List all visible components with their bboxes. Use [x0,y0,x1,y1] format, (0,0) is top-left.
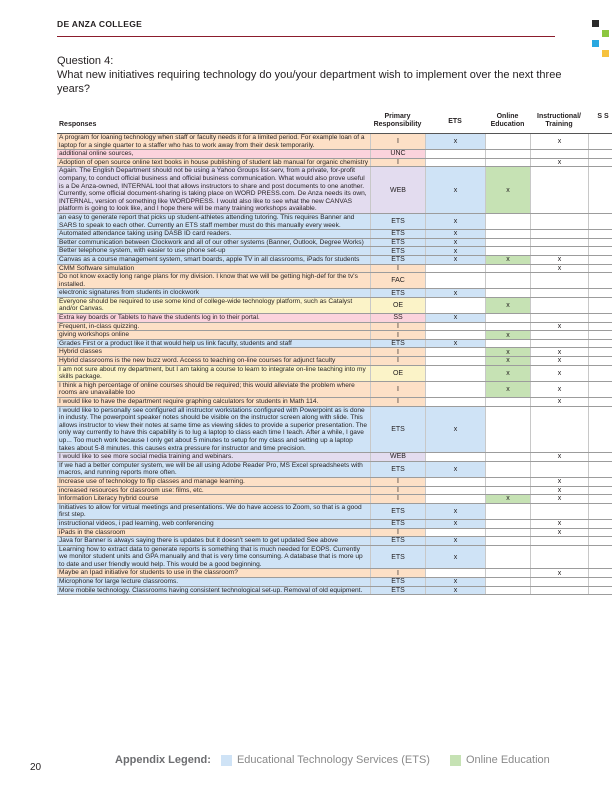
online-education-cell [485,478,530,486]
cut-off-cell [588,569,612,577]
ets-cell [425,478,485,486]
ets-cell [425,569,485,577]
header-ets: ETS [448,118,462,125]
instructional-training-cell [530,578,588,586]
instructional-training-cell [530,546,588,569]
table-row [57,478,612,487]
table-row [57,520,612,529]
table-row [57,382,612,398]
table-row [57,314,612,323]
cut-off-cell [588,398,612,406]
cut-off-cell [588,478,612,486]
response-text: Adoption of open source online text books in house publishing of student lab manual for organic chemistry [59,158,368,166]
instructional-training-cell [530,407,588,453]
cut-off-cell [588,382,612,397]
question-block [57,54,577,96]
online-education-cell [485,398,530,406]
ets-cell [425,323,485,331]
table-row [57,487,612,496]
primary-responsibility-cell: ETS [370,340,425,348]
header-responses: Responses [59,121,97,128]
table-row [57,214,612,230]
instructional-training-cell [530,214,588,229]
instructional-training-cell [530,587,588,595]
response-text: Learning how to extract data to generate reports is something that is much needed for EOPS. Currently we monitor student units and GPA manually and that is very time consuming. A database that is more up to date and user friendly would help. This would be a good beginning. [57,546,370,569]
ets-cell [425,529,485,537]
response-text: Again. The English Department should not be using a Yahoo Groups list-serv, from a private, for-profit company, to conduct official business and official business communication. What would also prove useful is a De Anza-owned, INTERNAL tool that allows instructors to share and post documents to one another. Currently, some official document-sharing is taking place on WORD PRESS.com. De Anza needs its own, INTERNAL, version of something like WORDPRESS. I would also like to see what the new CANVAS platform is going to look like, and I hope there will be many training workshops available. [57,167,370,213]
table-row [57,546,612,570]
table-row [57,298,612,314]
table-row [57,348,612,357]
instructional-training-cell [530,273,588,288]
online-education-cell: x [485,256,530,264]
response-text: instructional videos, i pad learning, web conferencing [57,520,370,528]
response-text: Frequent, in-class quizzing. [57,323,370,331]
table-row [57,569,612,578]
response-text: giving workshops online [57,331,370,339]
ets-cell: x [425,462,485,477]
primary-responsibility-cell: ETS [370,462,425,477]
table-row [57,340,612,349]
response-text: Hybrid classrooms is the new buzz word. Access to teaching on-line courses for adjunct faculty [57,357,370,365]
instructional-training-cell: x [530,478,588,486]
cut-off-cell [588,159,612,167]
table-row [57,529,612,538]
table-row [57,239,612,248]
square-dark [592,20,599,27]
primary-responsibility-cell: I [370,265,425,273]
primary-responsibility-cell: WEB [370,453,425,461]
online-education-cell [485,407,530,453]
cut-off-cell [588,331,612,339]
question-text: What new initiatives requiring technology do you/your department wish to implement over the next three years? [57,69,562,95]
table-header [57,113,612,133]
table-body [57,134,612,595]
ets-cell: x [425,407,485,453]
ets-cell [425,453,485,461]
ets-cell: x [425,314,485,322]
response-text: I would like to see more social media training and webinars. [57,453,370,461]
primary-responsibility-cell: ETS [370,578,425,586]
table-row [57,273,612,289]
cut-off-cell [588,453,612,461]
response-text: Hybrid classes [57,348,370,356]
online-education-cell [485,569,530,577]
online-education-cell [485,314,530,322]
ets-cell [425,495,485,503]
cut-off-cell [588,529,612,537]
primary-responsibility-cell: ETS [370,247,425,255]
cut-off-cell [588,462,612,477]
instructional-training-cell: x [530,159,588,167]
square-yellow [602,50,609,57]
instructional-training-cell: x [530,453,588,461]
table-row [57,407,612,454]
question-label: Question 4: [57,55,114,67]
online-education-cell [485,578,530,586]
online-education-cell [485,134,530,149]
table-row [57,578,612,587]
online-education-cell: x [485,495,530,503]
cut-off-cell [588,495,612,503]
square-green [602,30,609,37]
instructional-training-cell: x [530,398,588,406]
table-row [57,398,612,407]
instructional-training-cell [530,167,588,213]
response-text: additional online sources, [57,150,370,158]
response-text: iPads in the classroom [57,529,370,537]
table-row [57,504,612,520]
ets-cell [425,348,485,356]
online-education-cell [485,487,530,495]
ets-cell [425,273,485,288]
instructional-training-cell: x [530,569,588,577]
instructional-training-cell [530,239,588,247]
square-blue [592,40,599,47]
online-education-cell: x [485,366,530,381]
ets-cell: x [425,587,485,595]
response-text: I would like to have the department require graphing calculators for students in Math 114. [57,398,370,406]
online-education-cell [485,520,530,528]
responses-table [57,113,612,595]
instructional-training-cell: x [530,357,588,365]
ets-cell: x [425,247,485,255]
primary-responsibility-cell: I [370,159,425,167]
instructional-training-cell: x [530,256,588,264]
online-education-cell [485,289,530,297]
legend-online-swatch [450,755,461,766]
instructional-training-cell: x [530,366,588,381]
cut-off-cell [588,298,612,313]
online-education-cell [485,239,530,247]
online-education-cell: x [485,167,530,213]
response-text: Better communication between Clockwork and all of our other systems (Banner, Outlook, Degree Works) [57,239,370,247]
primary-responsibility-cell: I [370,487,425,495]
online-education-cell [485,159,530,167]
response-text: If we had a better computer system, we will be all using Adobe Reader Pro, MS Excel spreadsheets with macros, and running reports more often. [57,462,370,477]
primary-responsibility-cell: I [370,478,425,486]
primary-responsibility-cell: I [370,495,425,503]
response-text: A program for loaning technology when staff or faculty needs it for a limited period. For example loan of a laptop for a single quarter to a staffer who has to work away from their desk temporarily. [57,134,370,149]
instructional-training-cell: x [530,529,588,537]
instructional-training-cell [530,537,588,545]
header-cut-column: S S [597,113,609,120]
cut-off-cell [588,247,612,255]
online-education-cell: x [485,331,530,339]
table-row [57,167,612,214]
college-name: DE ANZA COLLEGE [57,19,143,29]
online-education-cell [485,587,530,595]
primary-responsibility-cell: ETS [370,230,425,238]
primary-responsibility-cell: OE [370,298,425,313]
ets-cell [425,150,485,158]
table-row [57,289,612,298]
table-row [57,247,612,256]
table-row [57,366,612,382]
primary-responsibility-cell: ETS [370,289,425,297]
response-text: Microphone for large lecture classrooms. [57,578,370,586]
cut-off-cell [588,537,612,545]
cut-off-cell [588,520,612,528]
primary-responsibility-cell: ETS [370,239,425,247]
online-education-cell [485,323,530,331]
cut-off-cell [588,407,612,453]
primary-responsibility-cell: ETS [370,256,425,264]
header-online: Online Education [490,113,525,128]
primary-responsibility-cell: I [370,569,425,577]
ets-cell: x [425,289,485,297]
online-education-cell [485,273,530,288]
table-row [57,159,612,168]
primary-responsibility-cell: ETS [370,214,425,229]
ets-cell [425,487,485,495]
primary-responsibility-cell: I [370,348,425,356]
legend-ets-label: Educational Technology Services (ETS) [236,754,430,766]
table-row [57,453,612,462]
online-education-cell [485,504,530,519]
instructional-training-cell: x [530,265,588,273]
ets-cell: x [425,230,485,238]
ets-cell [425,298,485,313]
ets-cell [425,265,485,273]
online-education-cell: x [485,348,530,356]
instructional-training-cell [530,230,588,238]
table-row [57,256,612,265]
cut-off-cell [588,239,612,247]
ets-cell: x [425,167,485,213]
legend-ets [221,754,430,766]
header-primary: Primary Responsibility [373,113,422,128]
instructional-training-cell: x [530,348,588,356]
ets-cell: x [425,578,485,586]
online-education-cell [485,247,530,255]
legend-title: Appendix Legend: [115,754,211,766]
ets-cell [425,382,485,397]
legend-online-label: Online Education [465,754,550,766]
response-text: Increase use of technology to flip classes and manage learning. [57,478,370,486]
online-education-cell [485,230,530,238]
primary-responsibility-cell: I [370,529,425,537]
response-text: Canvas as a course management system, smart boards, apple TV in all classrooms, iPads for students [57,256,370,264]
cut-off-cell [588,214,612,229]
response-text: increased resources for classroom use: films, etc. [57,487,370,495]
cut-off-cell [588,578,612,586]
table-row [57,331,612,340]
primary-responsibility-cell: ETS [370,587,425,595]
instructional-training-cell: x [530,495,588,503]
primary-responsibility-cell: OE [370,366,425,381]
ets-cell [425,159,485,167]
instructional-training-cell [530,314,588,322]
cut-off-cell [588,546,612,569]
response-text: Everyone should be required to use some kind of college-wide technology platform, such as Catalyst and/or Canvas. [57,298,370,313]
online-education-cell [485,340,530,348]
ets-cell: x [425,546,485,569]
primary-responsibility-cell: ETS [370,546,425,569]
online-education-cell: x [485,382,530,397]
primary-responsibility-cell: WEB [370,167,425,213]
response-text: I think a high percentage of online courses should be required; this would alleviate the problem where rooms are unavailable too [57,382,370,397]
instructional-training-cell: x [530,520,588,528]
response-text: CMM Software simulation [57,265,370,273]
cut-off-cell [588,150,612,158]
instructional-training-cell: x [530,487,588,495]
cut-off-cell [588,504,612,519]
cut-off-cell [588,366,612,381]
instructional-training-cell: x [530,134,588,149]
instructional-training-cell [530,504,588,519]
instructional-training-cell [530,298,588,313]
response-text: Do not know exactly long range plans for my division. I know that we will be getting high-def for the tv's installed. [57,273,370,288]
ets-cell: x [425,239,485,247]
instructional-training-cell [530,340,588,348]
cut-off-cell [588,314,612,322]
online-education-cell: x [485,298,530,313]
online-education-cell [485,265,530,273]
online-education-cell [485,546,530,569]
response-text: Initiatives to allow for virtual meetings and presentations. We do have access to Zoom, so that is a good first step. [57,504,370,519]
instructional-training-cell: x [530,323,588,331]
ets-cell: x [425,520,485,528]
cut-off-cell [588,167,612,213]
ets-cell [425,331,485,339]
primary-responsibility-cell: ETS [370,520,425,528]
cut-off-cell [588,357,612,365]
appendix-legend [115,754,570,766]
online-education-cell [485,214,530,229]
online-education-cell [485,150,530,158]
cut-off-cell [588,587,612,595]
ets-cell: x [425,340,485,348]
response-text: More mobile technology. Classrooms having consistent technological set-up. Removal of old equipment. [57,587,370,595]
cut-off-cell [588,256,612,264]
table-row [57,357,612,366]
online-education-cell [485,462,530,477]
table-row [57,462,612,478]
response-text: Better telephone system, with easier to use phone set-up [57,247,370,255]
primary-responsibility-cell: FAC [370,273,425,288]
primary-responsibility-cell: ETS [370,504,425,519]
primary-responsibility-cell: I [370,382,425,397]
instructional-training-cell [530,331,588,339]
decorative-squares [590,20,612,60]
cut-off-cell [588,348,612,356]
primary-responsibility-cell: I [370,323,425,331]
header-rule [57,36,555,37]
cut-off-cell [588,265,612,273]
cut-off-cell [588,230,612,238]
response-text: Grades First or a product like it that would help us link faculty, students and staff [57,340,370,348]
online-education-cell: x [485,357,530,365]
cut-off-cell [588,134,612,149]
table-row [57,537,612,546]
table-row [57,265,612,274]
cut-off-cell [588,340,612,348]
ets-cell: x [425,504,485,519]
cut-off-cell [588,487,612,495]
table-row [57,134,612,150]
online-education-cell [485,537,530,545]
table-row [57,587,612,596]
instructional-training-cell: x [530,382,588,397]
legend-ets-swatch [221,755,232,766]
ets-cell [425,398,485,406]
primary-responsibility-cell: SS [370,314,425,322]
instructional-training-cell [530,462,588,477]
table-row [57,230,612,239]
ets-cell: x [425,256,485,264]
response-text: Java for Banner is always saying there is updates but it doesn't seem to get updated See above [57,537,370,545]
instructional-training-cell [530,150,588,158]
online-education-cell [485,453,530,461]
primary-responsibility-cell: I [370,331,425,339]
ets-cell [425,357,485,365]
legend-online [450,754,550,766]
table-row [57,323,612,332]
primary-responsibility-cell: I [370,398,425,406]
cut-off-cell [588,289,612,297]
ets-cell [425,366,485,381]
response-text: electronic signatures from students in clockwork [57,289,370,297]
response-text: I would like to personally see configured all instructor workstations configured with Powerpoint as is done in industy. The powerpoint speaker notes should be visible on the instructor screen along with slide. This allows instructor to view their notes at same time as viewing slides to provide a superior presentation. The only way currently to have this capability is to lug a laptop to class each time I teach. After a while, I gave up... Too much work because I only get about 5 minutes to setup for my class and setting up a laptop takes about 5-8 minutes. this causes extra pressure for instructor and time precision. [57,407,370,453]
primary-responsibility-cell: I [370,357,425,365]
response-text: I am not sure about my department, but I am taking a course to learn to integrate on-line teaching into my skills package. [57,366,370,381]
table-row [57,495,612,504]
ets-cell: x [425,214,485,229]
ets-cell: x [425,537,485,545]
ets-cell: x [425,134,485,149]
instructional-training-cell [530,247,588,255]
primary-responsibility-cell: UNC [370,150,425,158]
header-instructional: Instructional/ Training [537,113,581,128]
page-number: 20 [30,762,42,773]
cut-off-cell [588,323,612,331]
primary-responsibility-cell: I [370,134,425,149]
primary-responsibility-cell: ETS [370,407,425,453]
cut-off-cell [588,273,612,288]
online-education-cell [485,529,530,537]
response-text: Extra key boards or Tablets to have the students log in to their portal. [57,314,370,322]
primary-responsibility-cell: ETS [370,537,425,545]
response-text: Maybe an Ipad initiative for students to use in the classroom? [57,569,370,577]
table-row [57,150,612,159]
instructional-training-cell [530,289,588,297]
response-text: Information Literacy hybrid course [57,495,370,503]
response-text: Automated attendance taking using DASB ID card readers. [57,230,370,238]
response-text: an easy to generate report that picks up student-athletes attending tutoring. This requires Banner and SARS to speak to each other. Currently an ETS staff member must do this manually every week. [57,214,370,229]
